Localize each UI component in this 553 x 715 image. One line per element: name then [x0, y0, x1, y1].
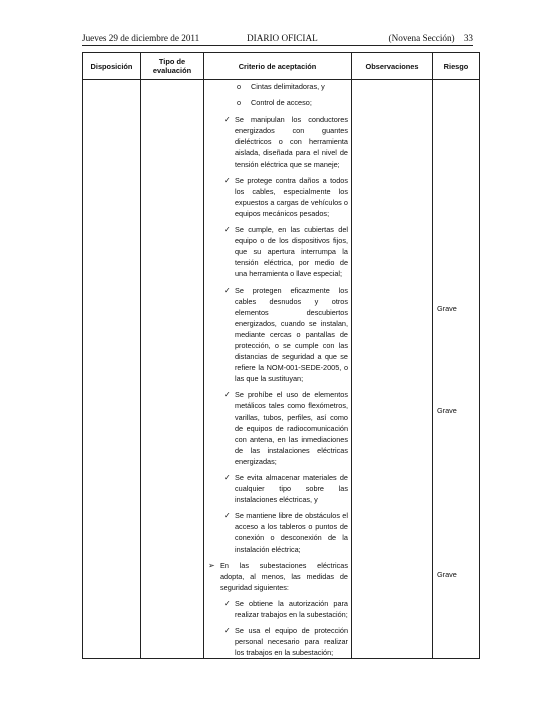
header-publication: DIARIO OFICIAL: [247, 33, 318, 43]
criteria-table: [82, 52, 474, 658]
list-item: [208, 224, 348, 279]
risk-label: Grave: [437, 304, 457, 313]
check-bullet-icon: ✓: [224, 598, 231, 608]
tipo-evaluacion-cell: [141, 80, 204, 659]
column-header-riesgo: Riesgo: [433, 53, 480, 80]
list-item-text: Se manipulan los conductores energizados con guantes dieléctricos o con herramienta aislada, diseñada para el nivel de tensión eléctrica que se maneje;: [235, 115, 348, 169]
table-row: [83, 80, 480, 659]
risk-label: Grave: [437, 570, 457, 579]
list-item-text: Se obtiene la autorización para realizar trabajos en la subestación;: [235, 598, 348, 620]
list-item: [208, 510, 348, 554]
column-header-disposicion: Disposición: [83, 53, 141, 80]
arrow-bullet-icon: ➢: [208, 560, 215, 570]
check-bullet-icon: ✓: [224, 175, 231, 185]
list-item-text: Se usa el equipo de protección personal necesario para realizar los trabajos en la subestación;: [235, 626, 348, 658]
list-item: [208, 285, 348, 385]
header-section: (Novena Sección): [388, 33, 455, 43]
list-item-text: Cintas delimitadoras, y: [251, 82, 325, 91]
column-header-tipo-evaluacion: Tipo de evaluación: [141, 53, 204, 80]
list-item: [208, 560, 348, 593]
list-item-text: Se mantiene libre de obstáculos el acceso a los tableros o puntos de conexión o desconexión de la instalación eléctrica;: [235, 511, 348, 554]
list-item: [208, 114, 348, 169]
list-item: [208, 97, 348, 108]
list-item: [208, 175, 348, 219]
column-header-observaciones: Observaciones: [352, 53, 433, 80]
check-bullet-icon: ✓: [224, 511, 231, 521]
circle-bullet-icon: o: [237, 82, 242, 91]
list-item: [208, 598, 348, 620]
column-header-criterio: Criterio de aceptación: [204, 53, 352, 80]
list-item-text: Se cumple, en las cubiertas del equipo o de los dispositivos fijos, que su apertura interrumpa la tensión eléctrica, por medio de una herramienta o llave especial;: [235, 225, 348, 279]
check-bullet-icon: ✓: [224, 115, 231, 125]
check-bullet-icon: ✓: [224, 285, 231, 295]
header-date: Jueves 29 de diciembre de 2011: [82, 33, 200, 43]
disposicion-cell: [83, 80, 141, 659]
check-bullet-icon: ✓: [224, 473, 231, 482]
criteria-list: [204, 81, 351, 658]
list-item-text: Se evita almacenar materiales de cualquier tipo sobre las instalaciones eléctricas, y: [235, 473, 348, 505]
observaciones-cell: [352, 80, 433, 659]
list-item-text: Se protegen eficazmente los cables desnudos y otros elementos descubiertos energizados, cuando se instalan, mediante cercas o pantallas de protección, o se cumple con las distancias de seguridad a que se refiere la NOM-001-SEDE-2005, o las que la sustituyan;: [235, 285, 348, 384]
list-item: [208, 625, 348, 658]
risk-label: Grave: [437, 406, 457, 415]
page-header: [82, 33, 473, 45]
criterio-cell: [204, 80, 352, 659]
table-header-row: [83, 53, 480, 80]
check-bullet-icon: ✓: [224, 390, 231, 400]
list-item-text: Control de acceso;: [251, 98, 312, 108]
riesgo-cell: [433, 80, 480, 659]
list-item: [208, 389, 348, 467]
check-bullet-icon: ✓: [224, 626, 231, 636]
check-bullet-icon: ✓: [224, 225, 231, 235]
header-page-number: 33: [463, 33, 473, 43]
list-item-text: Se protege contra daños a todos los cables, especialmente los expuestos a cargas de vehículos o equipos mecánicos pesados;: [235, 175, 348, 218]
header-section-page: [389, 33, 473, 43]
list-item-text: En las subestaciones eléctricas adopta, al menos, las medidas de seguridad siguientes:: [220, 560, 348, 592]
list-item: [208, 81, 348, 92]
header-rule: [82, 45, 473, 46]
circle-bullet-icon: o: [237, 98, 242, 108]
list-item-text: Se prohíbe el uso de elementos metálicos tales como flexómetros, varillas, tubos, perfiles, así como de equipos de radiocomunicación con antena, en las inmediaciones de las instalaciones eléctricas energizadas;: [235, 390, 348, 466]
list-item: [208, 472, 348, 505]
